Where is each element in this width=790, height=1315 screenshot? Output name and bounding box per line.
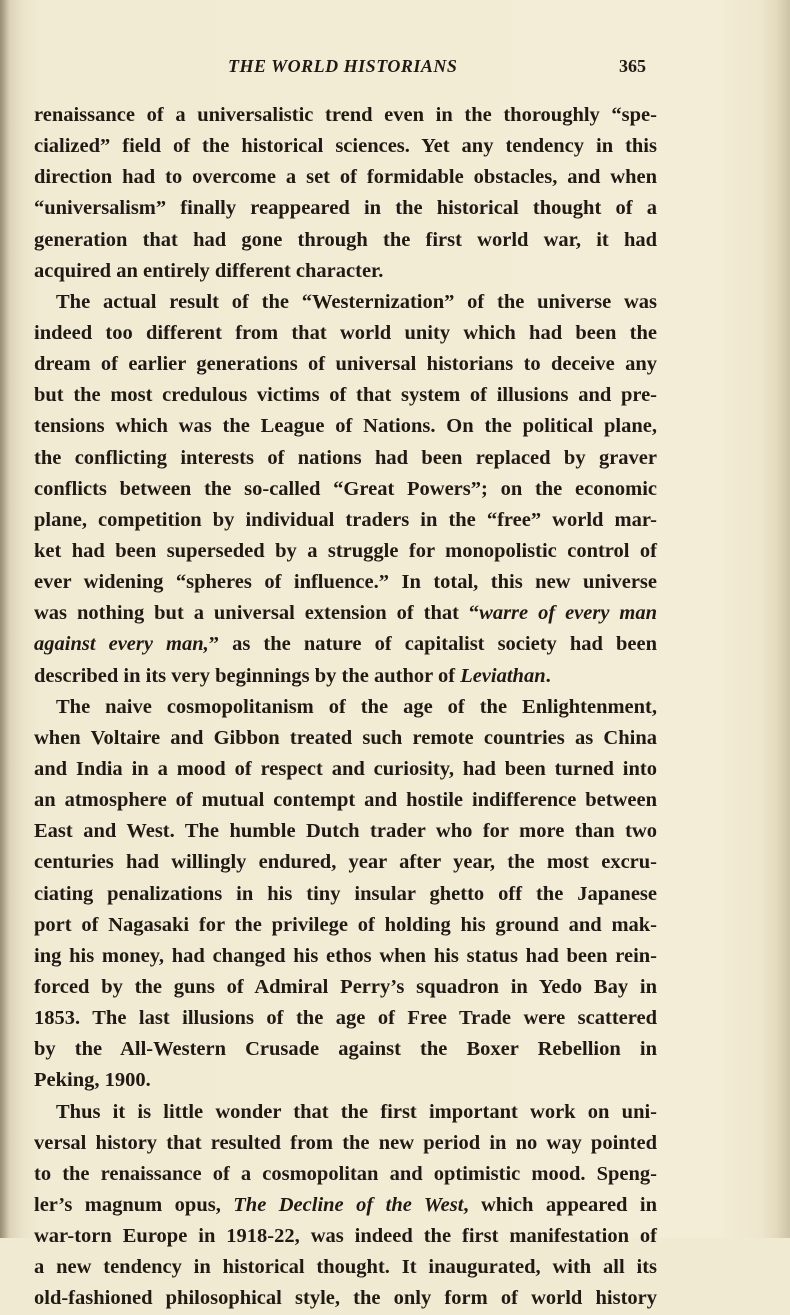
text-line: port of Nagasaki for the privilege of holding his ground and mak-: [34, 913, 657, 936]
text-line: “universalism” finally reappeared in the historical thought of a: [34, 197, 657, 220]
text-line: war-torn Europe in 1918-22, was indeed the first manifestation of: [34, 1225, 657, 1248]
italic-quote: against every man,: [34, 633, 209, 656]
text-line: centuries had willingly endured, year after year, the most excru-: [34, 851, 657, 874]
text-line: The actual result of the “Westernization” of the universe was: [56, 290, 657, 313]
text-segment: .: [545, 664, 551, 687]
text-line: versal history that resulted from the new period in no way pointed: [34, 1131, 657, 1154]
text-line: ing his money, had changed his ethos when his status had been rein-: [34, 944, 657, 967]
text-line: the conflicting interests of nations had been replaced by graver: [34, 446, 657, 469]
text-line: cialized” field of the historical sciences. Yet any tendency in this: [34, 135, 657, 158]
page-number: 365: [619, 56, 646, 76]
text-line: [34, 629, 657, 660]
text-line: Peking, 1900.: [34, 1069, 151, 1092]
text-segment: was nothing but a universal extension of that “: [34, 602, 480, 625]
text-segment: ler’s magnum opus,: [34, 1193, 234, 1216]
text-line: tensions which was the League of Nations. On the political plane,: [34, 415, 657, 438]
text-line: renaissance of a universalistic trend even in the thoroughly “spe-: [34, 104, 657, 126]
text-line: [34, 1190, 657, 1221]
text-segment: described in its very beginnings by the author of: [34, 664, 461, 687]
text-line: East and West. The humble Dutch trader who for more than two: [34, 820, 657, 843]
text-line: indeed too different from that world unity which had been the: [34, 321, 657, 344]
text-line: [34, 598, 657, 629]
body-text: [34, 100, 657, 1314]
text-line: and India in a mood of respect and curiosity, had been turned into: [34, 757, 657, 780]
italic-title: The Decline of the West: [233, 1193, 464, 1216]
text-line: 1853. The last illusions of the age of Free Trade were scattered: [34, 1007, 657, 1030]
text-line: forced by the guns of Admiral Perry’s squadron in Yedo Bay in: [34, 975, 657, 998]
text-line: direction had to overcome a set of formidable obstacles, and when: [34, 166, 657, 189]
text-segment: , which appeared in: [463, 1193, 657, 1216]
text-line: an atmosphere of mutual contempt and hostile indifference between: [34, 789, 657, 812]
text-line: but the most credulous victims of that system of illusions and pre-: [34, 384, 657, 407]
text-line: ciating penalizations in his tiny insular ghetto off the Japanese: [34, 882, 657, 905]
text-line: by the All-Western Crusade against the Boxer Rebellion in: [34, 1038, 657, 1061]
text-line: plane, competition by individual traders in the “free” world mar-: [34, 508, 657, 531]
gutter-shadow: [0, 0, 10, 1238]
text-line: [34, 661, 657, 692]
text-line: to the renaissance of a cosmopolitan and optimistic mood. Speng-: [34, 1162, 657, 1185]
text-line: a new tendency in historical thought. It inaugurated, with all its: [34, 1256, 657, 1279]
italic-quote: warre of every man: [479, 602, 657, 625]
text-line: acquired an entirely different character.: [34, 259, 384, 282]
text-line: The naive cosmopolitanism of the age of the Enlightenment,: [56, 695, 657, 718]
text-line: dream of earlier generations of universal historians to deceive any: [34, 353, 657, 376]
text-line: old-fashioned philosophical style, the only form of world history: [34, 1287, 657, 1310]
italic-title: Leviathan: [460, 664, 546, 687]
running-head: THE WORLD HISTORIANS: [228, 56, 458, 76]
text-line: generation that had gone through the first world war, it had: [34, 228, 657, 251]
text-line: conflicts between the so-called “Great Powers”; on the economic: [34, 477, 657, 500]
text-line: ever widening “spheres of influence.” In total, this new universe: [34, 571, 657, 594]
text-segment: ” as the nature of capitalist society had been: [208, 633, 657, 656]
text-line: ket had been superseded by a struggle for monopolistic control of: [34, 539, 657, 562]
text-line: when Voltaire and Gibbon treated such remote countries as China: [34, 726, 657, 749]
text-line: Thus it is little wonder that the first important work on uni-: [56, 1100, 657, 1123]
